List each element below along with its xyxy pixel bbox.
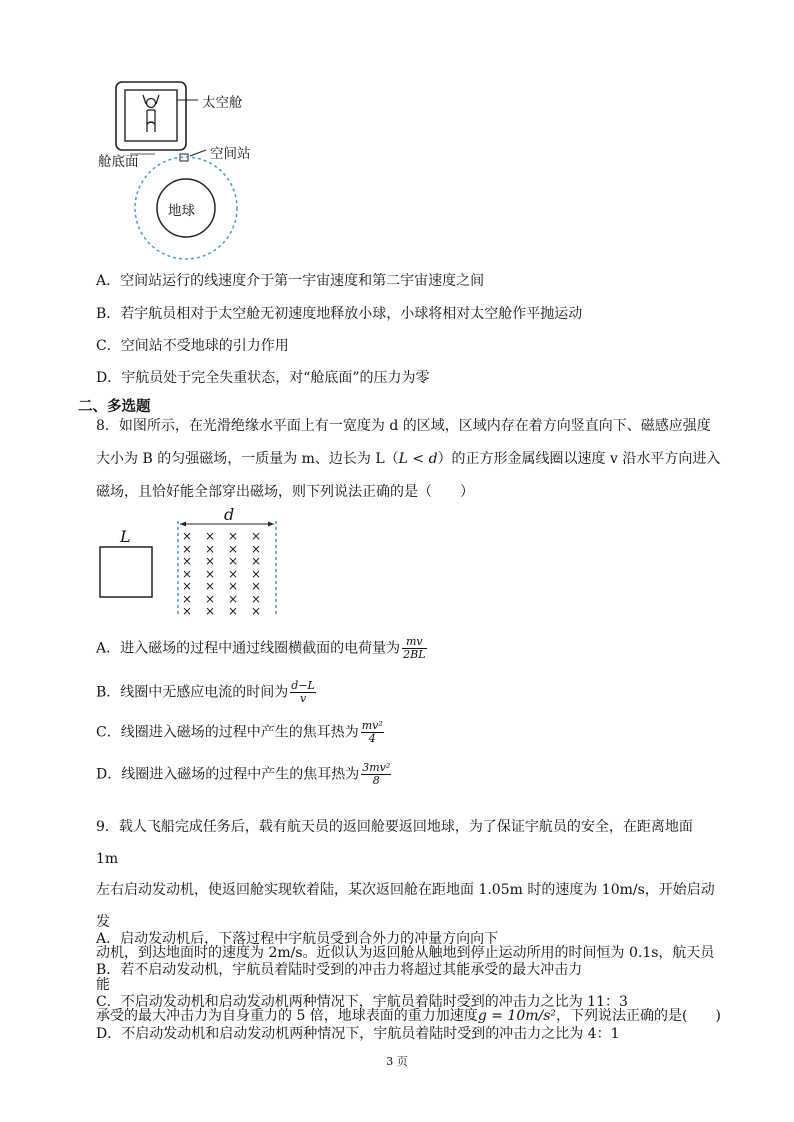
field-cross-icon: ×: [228, 529, 239, 543]
section-title: 二、多选题: [78, 398, 151, 415]
capsule-label: 太空舱: [202, 95, 243, 111]
q8-option-a[interactable]: A．进入磁场的过程中通过线圈横截面的电荷量为 $\frac{mv}{2BL}$: [96, 635, 426, 661]
field-cross-icon: ×: [251, 529, 262, 543]
field-cross-icon: ×: [251, 554, 262, 568]
field-cross-icon: ×: [251, 579, 262, 593]
field-cross-icon: ×: [228, 541, 239, 556]
field-cross-icon: ×: [205, 591, 216, 606]
field-cross-icon: ×: [205, 554, 216, 568]
q9-option-a[interactable]: A．启动发动机后，下落过程中宇航员受到合外力的冲量方向向下: [96, 931, 499, 947]
q7-option-d[interactable]: D．宇航员处于完全失重状态，对“舱底面”的压力为零: [96, 370, 430, 386]
astronaut-icon: [143, 95, 159, 132]
field-cross-icon: ×: [182, 541, 193, 556]
field-grid: [182, 530, 274, 620]
q9-line1: 9．载人飞船完成任务后，载有航天员的返回舱要返回地球，为了保证宇航员的安全，在距离地面 1m: [96, 819, 693, 867]
q8-option-b[interactable]: B．线圈中无感应电流的时间为 $\frac{d-L}{v}$: [96, 679, 315, 705]
field-cross-icon: ×: [205, 541, 216, 556]
q8-stem-line2: 大小为 B 的匀强磁场，一质量为 m、边长为 L（L < d）的正方形金属线圈以速度 v 沿水平方向进入: [96, 451, 721, 467]
field-cross-icon: ×: [251, 566, 262, 581]
page-number: 3 页: [386, 1055, 408, 1068]
q9-line3: 动机，到达地面时的速度为 2m/s。近似认为返回舱从触地到停止运动所用的时间恒为 0.1s，航天员能: [96, 945, 715, 993]
q7-option-a[interactable]: A．空间站运行的线速度介于第一宇宙速度和第二宇宙速度之间: [96, 273, 485, 289]
field-cross-icon: ×: [182, 591, 193, 606]
q9-line2: 左右启动发动机，使返回舱实现软着陆，某次返回舱在距地面 1.05m 时的速度为 10m/s，开始启动发: [96, 882, 715, 930]
station-label: 空间站: [210, 146, 251, 162]
q8-stem-line1: 8．如图所示，在光滑绝缘水平面上有一宽度为 d 的区域，区域内存在着方向竖直向下、磁感应强度: [96, 418, 711, 434]
field-cross-icon: ×: [182, 529, 193, 543]
field-cross-icon: ×: [228, 591, 239, 606]
q8-option-d[interactable]: D．线圈进入磁场的过程中产生的焦耳热为 $\frac{\text{3mv²}}{8}$: [96, 761, 391, 787]
q9-option-d[interactable]: D．不启动发动机和启动发动机两种情况下，宇航员着陆时受到的冲击力之比为 4：1: [96, 1026, 620, 1042]
field-cross-icon: ×: [228, 604, 239, 618]
field-cross-icon: ×: [182, 579, 193, 593]
field-cross-icon: ×: [228, 554, 239, 568]
field-cross-icon: ×: [182, 604, 193, 618]
field-cross-icon: ×: [228, 566, 239, 581]
floor-label: 舱底面: [98, 154, 139, 170]
field-width-label: d: [224, 505, 235, 524]
field-cross-icon: ×: [205, 529, 216, 543]
figure-magnetic-field: [96, 505, 296, 625]
q8-stem: [96, 410, 721, 509]
q7-option-b[interactable]: B．若宇航员相对于太空舱无初速度地释放小球，小球将相对太空舱作平抛运动: [96, 306, 583, 322]
q9-option-c[interactable]: C．不启动发动机和启动发动机两种情况下，宇航员着陆时受到的冲击力之比为 11：3: [96, 994, 628, 1010]
field-cross-icon: ×: [182, 554, 193, 568]
field-cross-icon: ×: [251, 541, 262, 556]
q8-stem-line3: 磁场，且恰好能全部穿出磁场，则下列说法正确的是（ ）: [96, 484, 474, 500]
field-cross-icon: ×: [251, 591, 262, 606]
field-cross-icon: ×: [205, 579, 216, 593]
q9-line4: 承受的最大冲击力为自身重力的 5 倍，地球表面的重力加速度g = 10m/s²，下列说法正确的是( ): [96, 1008, 721, 1024]
field-cross-icon: ×: [251, 604, 262, 618]
q9-option-b[interactable]: B．若不启动发动机，宇航员着陆时受到的冲击力将超过其能承受的最大冲击力: [96, 962, 583, 978]
coil-length-label: L: [120, 527, 131, 546]
q7-option-c[interactable]: C．空间站不受地球的引力作用: [96, 338, 289, 354]
q8-option-c[interactable]: C．线圈进入磁场的过程中产生的焦耳热为 $\frac{\text{mv²}}{4}$: [96, 719, 383, 745]
earth-label: 地球: [168, 203, 195, 219]
field-cross-icon: ×: [182, 566, 193, 581]
figure-space-station: [98, 70, 310, 270]
field-cross-icon: ×: [228, 579, 239, 593]
field-cross-icon: ×: [205, 604, 216, 618]
field-cross-icon: ×: [205, 566, 216, 581]
